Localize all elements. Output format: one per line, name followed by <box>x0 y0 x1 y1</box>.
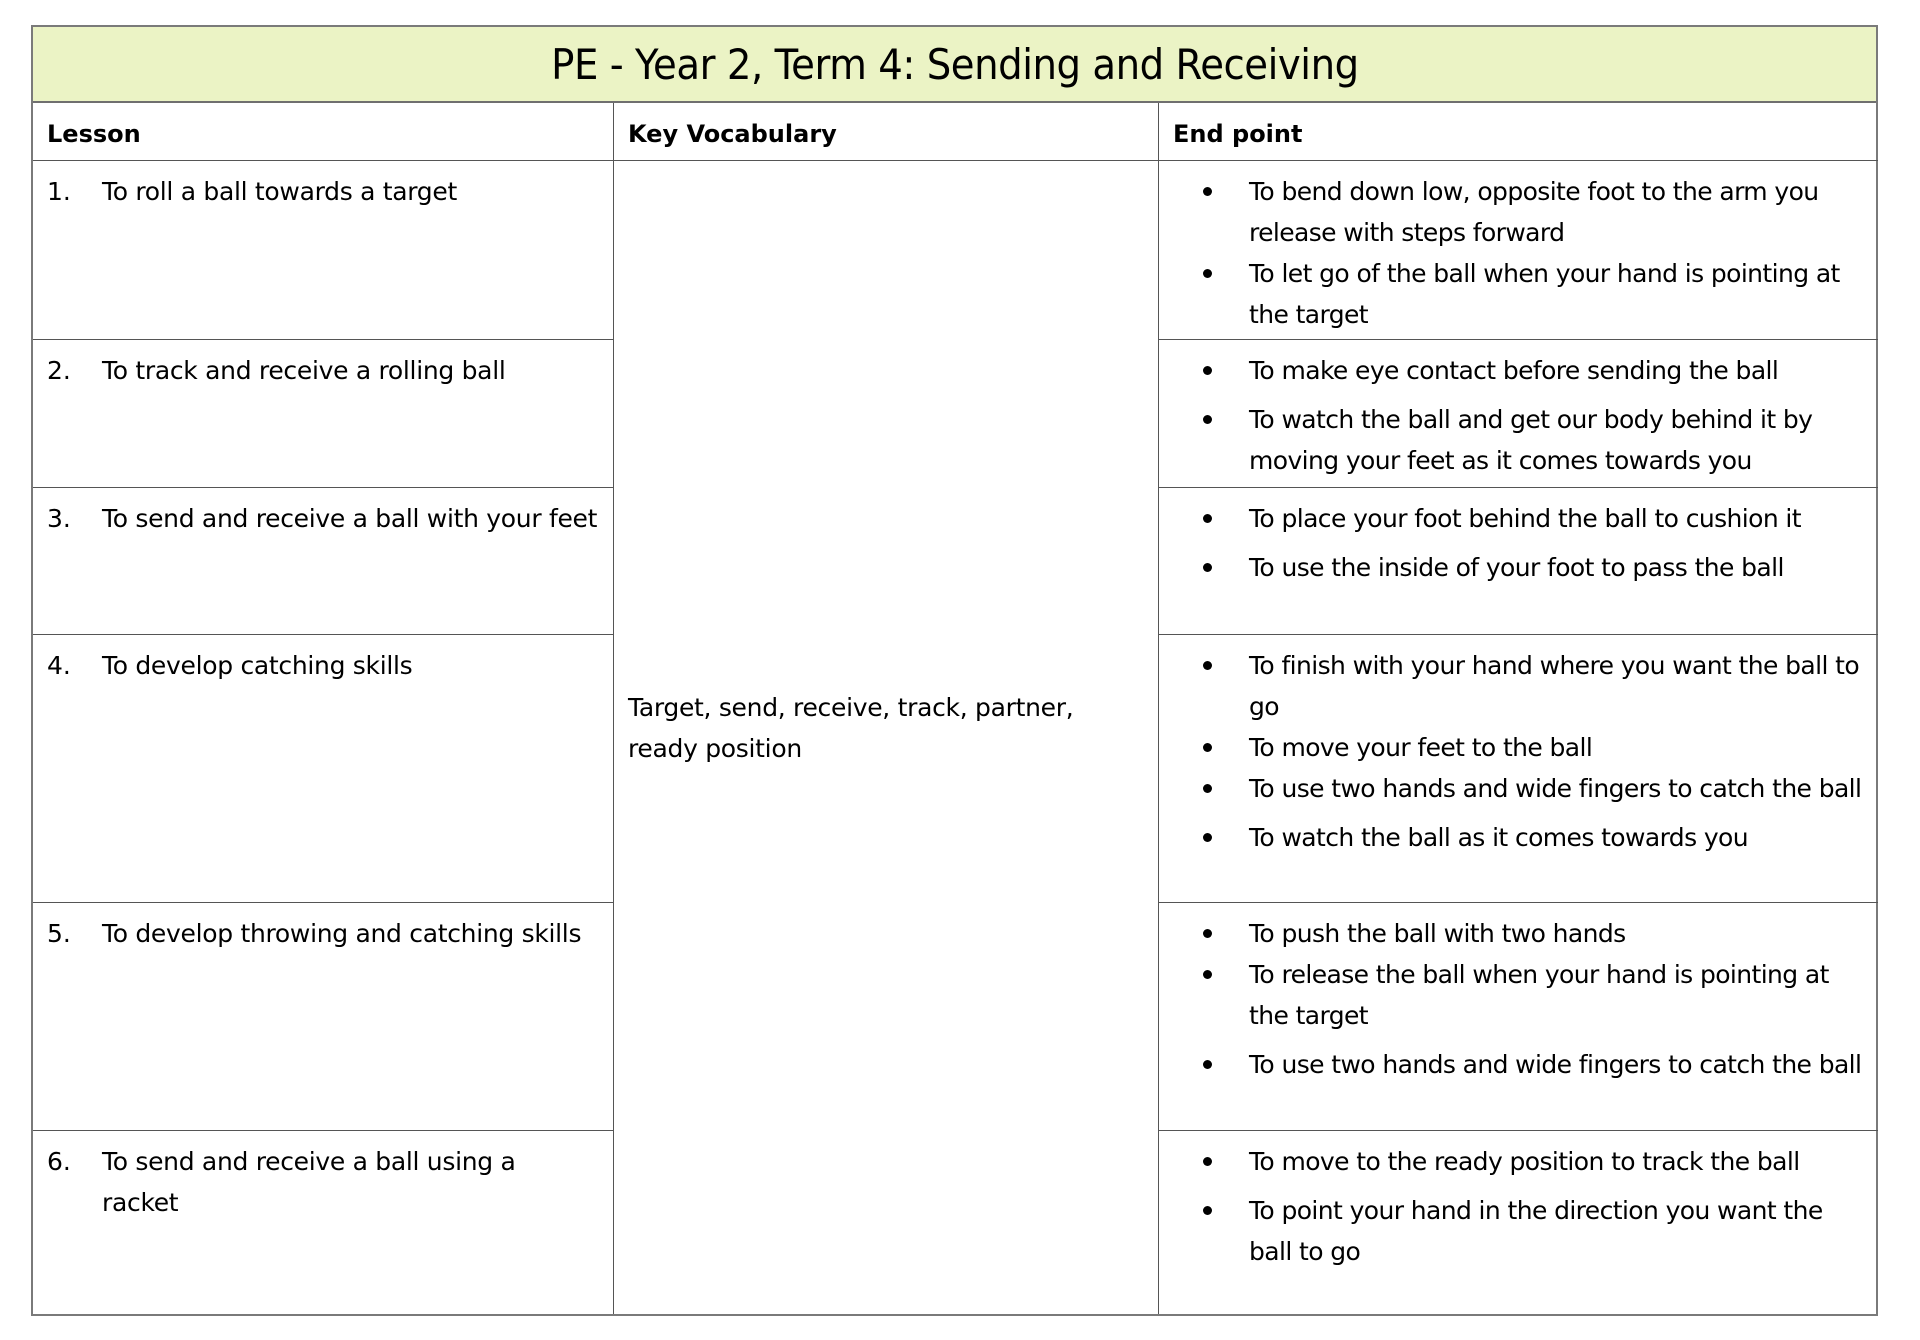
lesson-row-2 <box>33 340 614 488</box>
lesson-title: To develop throwing and catching skills <box>102 919 582 948</box>
page-title: PE - Year 2, Term 4: Sending and Receiving <box>550 39 1359 89</box>
end-point-row-2 <box>1159 340 1878 488</box>
end-point-item: To watch the ball as it comes towards you <box>1173 817 1864 858</box>
end-point-item: To move your feet to the ball <box>1173 727 1864 768</box>
lesson-number: 1. <box>47 177 71 206</box>
end-point-list <box>1173 498 1864 588</box>
lesson-plan-table <box>31 25 1878 1316</box>
end-point-item: To let go of the ball when your hand is pointing at the target <box>1173 253 1864 335</box>
lesson-number: 6. <box>47 1147 71 1176</box>
end-point-list <box>1173 350 1864 481</box>
lesson-title: To develop catching skills <box>102 651 413 680</box>
end-point-item: To watch the ball and get our body behind it by moving your feet as it comes towards you <box>1173 399 1864 481</box>
end-point-item: To place your foot behind the ball to cushion it <box>1173 498 1864 539</box>
end-point-list <box>1173 913 1864 1085</box>
end-point-item: To point your hand in the direction you want the ball to go <box>1173 1190 1864 1272</box>
lesson-title: To send and receive a ball using a racket <box>102 1147 516 1217</box>
end-point-item: To release the ball when your hand is pointing at the target <box>1173 954 1864 1036</box>
lesson-number: 2. <box>47 356 71 385</box>
end-point-list <box>1173 171 1864 335</box>
end-point-item: To make eye contact before sending the ball <box>1173 350 1864 391</box>
lesson-row-1 <box>33 161 614 340</box>
end-point-list <box>1173 1141 1864 1272</box>
lesson-row-4 <box>33 635 614 903</box>
end-point-row-1 <box>1159 161 1878 340</box>
key-vocabulary-cell <box>614 161 1159 1314</box>
key-vocabulary-text: Target, send, receive, track, partner, ready position <box>628 692 1074 763</box>
end-point-item: To move to the ready position to track the ball <box>1173 1141 1864 1182</box>
lesson-row-3 <box>33 488 614 635</box>
end-point-item: To push the ball with two hands <box>1173 913 1864 954</box>
lesson-title: To track and receive a rolling ball <box>102 356 506 385</box>
end-point-item: To use the inside of your foot to pass the ball <box>1173 547 1864 588</box>
end-point-row-6 <box>1159 1131 1878 1314</box>
column-header-key-vocabulary: Key Vocabulary <box>614 103 1159 161</box>
end-point-item: To use two hands and wide fingers to catch the ball <box>1173 1044 1864 1085</box>
lesson-title: To roll a ball towards a target <box>102 177 457 206</box>
end-point-row-3 <box>1159 488 1878 635</box>
lesson-number: 5. <box>47 919 71 948</box>
lesson-row-5 <box>33 903 614 1131</box>
end-point-item: To use two hands and wide fingers to catch the ball <box>1173 768 1864 809</box>
lesson-number: 3. <box>47 504 71 533</box>
lesson-row-6 <box>33 1131 614 1314</box>
end-point-list <box>1173 645 1864 858</box>
lesson-number: 4. <box>47 651 71 680</box>
title-bar <box>33 27 1876 103</box>
end-point-row-4 <box>1159 635 1878 903</box>
end-point-row-5 <box>1159 903 1878 1131</box>
column-header-end-point: End point <box>1159 103 1878 161</box>
lesson-title: To send and receive a ball with your feet <box>102 504 598 533</box>
end-point-item: To bend down low, opposite foot to the arm you release with steps forward <box>1173 171 1864 253</box>
column-header-lesson: Lesson <box>33 103 614 161</box>
end-point-item: To finish with your hand where you want the ball to go <box>1173 645 1864 727</box>
